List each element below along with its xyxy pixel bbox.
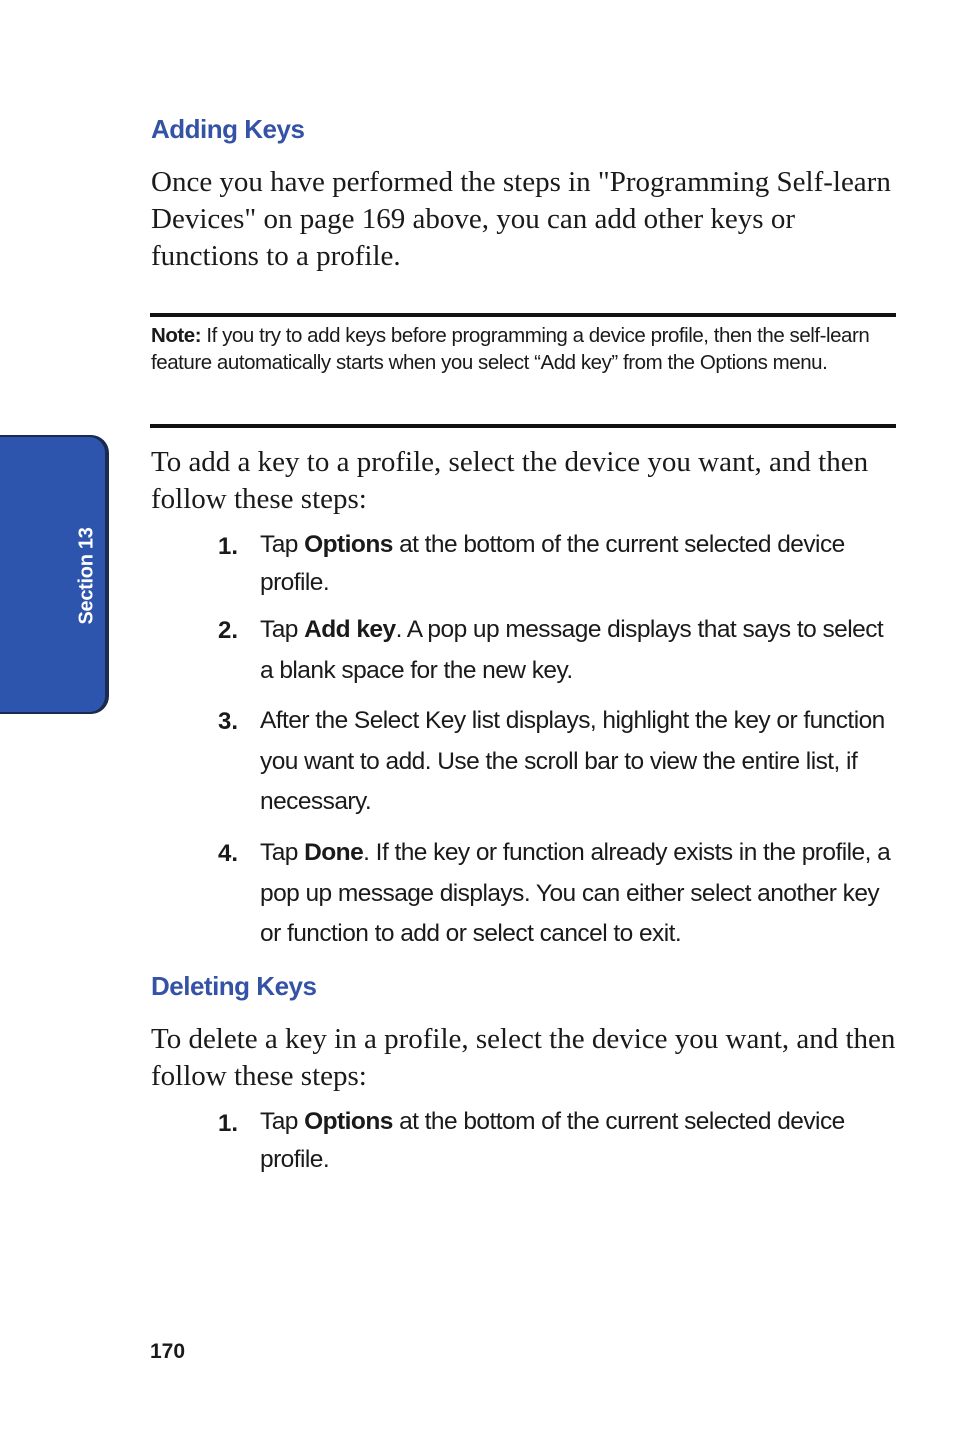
note-bottom-rule	[150, 424, 896, 428]
note-label: Note:	[151, 324, 202, 347]
step-text: Tap Options at the bottom of the current selected device profile.	[260, 1108, 845, 1173]
step-number: 3.	[218, 708, 239, 735]
section-tab-label: Section 13	[75, 527, 98, 625]
deleting-keys-heading: Deleting Keys	[151, 971, 317, 1001]
step-number: 1.	[218, 533, 239, 560]
option-name: Add key	[304, 616, 396, 643]
note-text: If you try to add keys before programming a device profile, then the self-learn feature automatically starts when you select “Add key” from the Options menu.	[151, 324, 870, 374]
step-text: Tap Done. If the key or function already exists in the profile, a pop up message displays. You can either select another key or function to add or select cancel to exit.	[260, 839, 891, 947]
option-name: Options	[304, 1108, 393, 1135]
option-name: Options	[304, 531, 393, 558]
step-number: 4.	[218, 840, 239, 867]
adding-keys-heading: Adding Keys	[151, 114, 305, 144]
step-number: 2.	[218, 617, 239, 644]
step-text: Tap Options at the bottom of the current selected device profile.	[260, 531, 845, 596]
adding-keys-intro: Once you have performed the steps in "Programming Self-learn Devices" on page 169 above, you can add other keys or functions to a profile.	[151, 166, 891, 272]
step-text: After the Select Key list displays, highlight the key or function you want to add. Use the scroll bar to view the entire list, if necessary.	[260, 707, 885, 815]
page-number: 170	[150, 1340, 186, 1363]
step-number: 1.	[218, 1110, 239, 1137]
step-text: Tap Add key. A pop up message displays that says to select a blank space for the new key.	[260, 616, 884, 684]
adding-keys-lead: To add a key to a profile, select the device you want, and then follow these steps:	[151, 446, 869, 515]
note-block	[151, 323, 896, 376]
note-top-rule	[150, 313, 896, 317]
deleting-keys-lead: To delete a key in a profile, select the device you want, and then follow these steps:	[151, 1023, 896, 1092]
option-name: Done	[304, 839, 364, 866]
